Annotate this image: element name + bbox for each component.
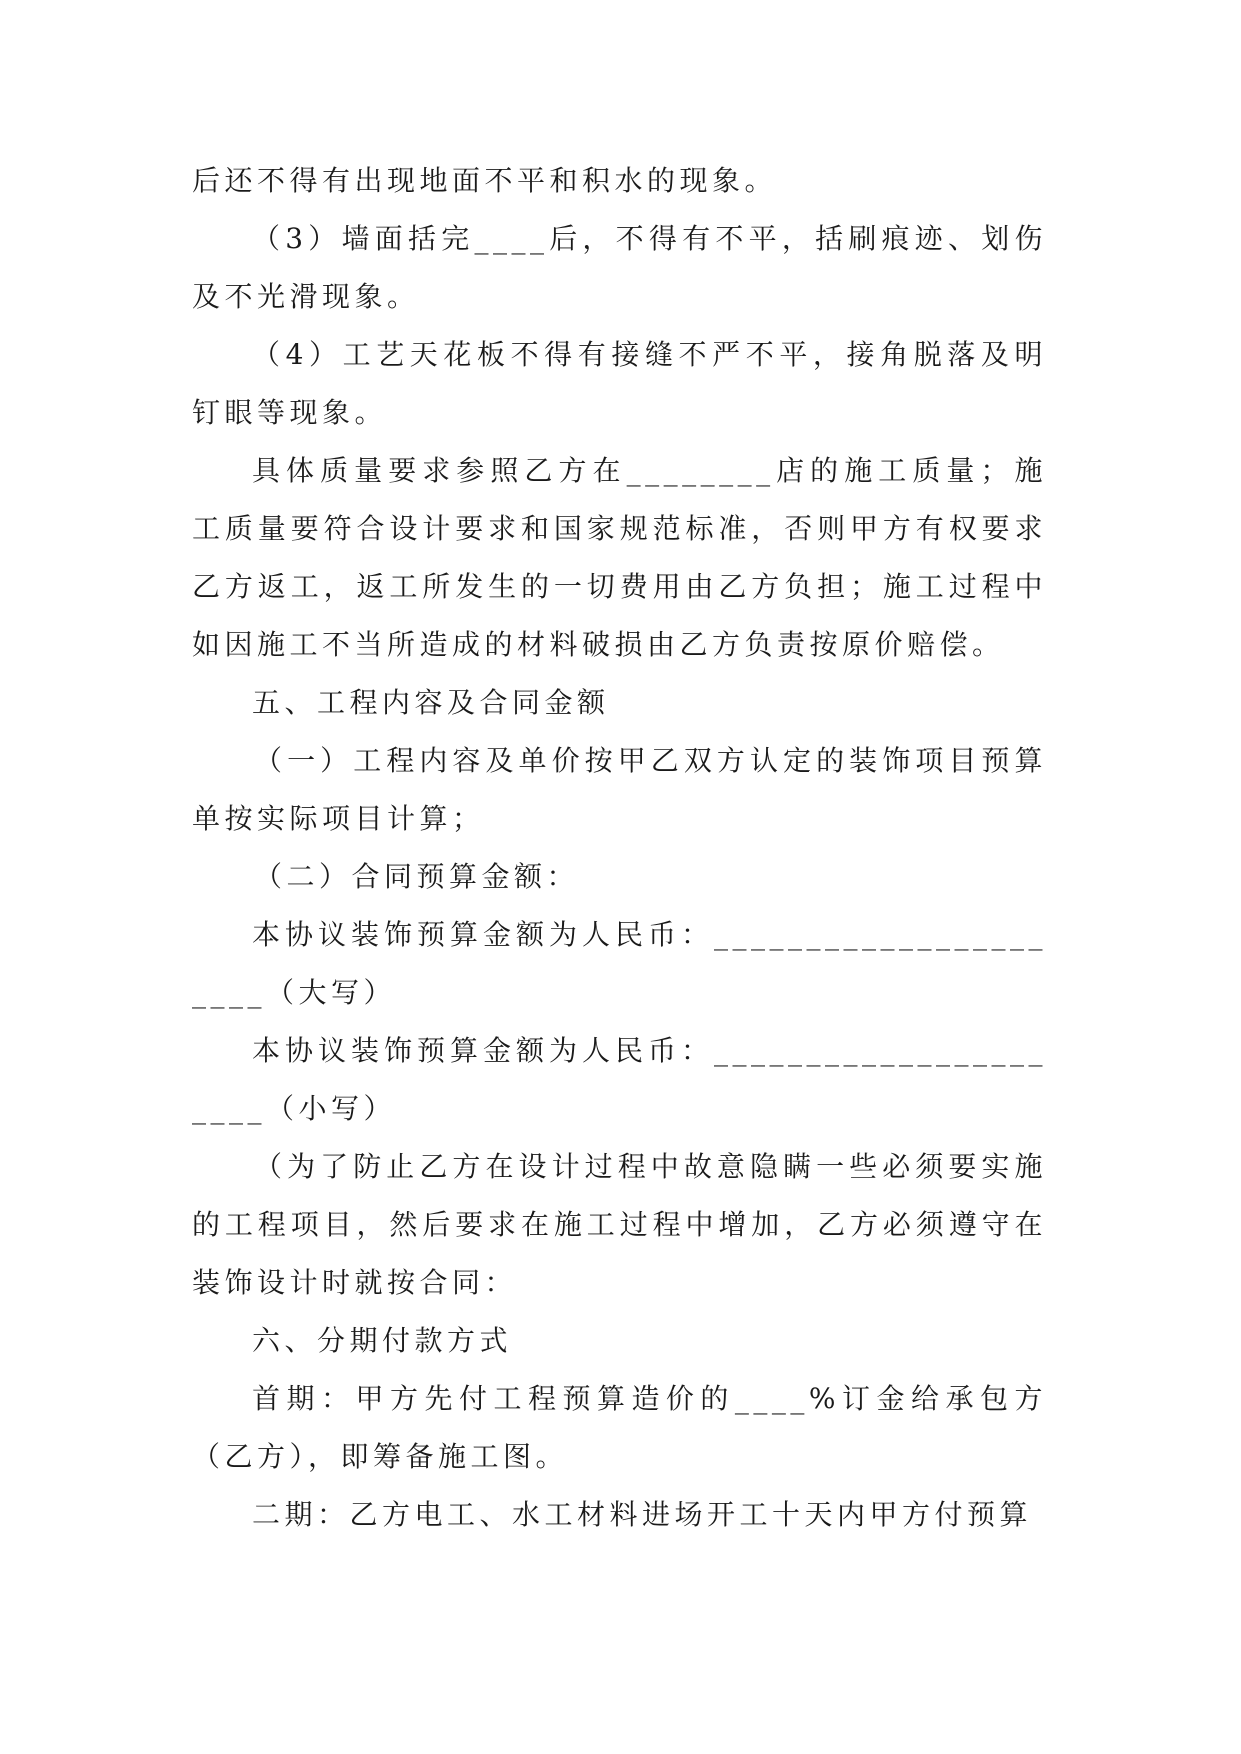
- paragraph-amount-uppercase: 本协议装饰预算金额为人民币：______________________（大写）: [192, 918, 1047, 1009]
- paragraph-quality-requirements: 具体质量要求参照乙方在________店的施工质量；施工质量要符合设计要求和国家规范标准，否则甲方有权要求乙方返工，返工所发生的一切费用由乙方负担；施工过程中如因施工不当所造成的材料破损由乙方负责按原价赔偿。: [192, 454, 1047, 661]
- paragraph-amount-lowercase: 本协议装饰预算金额为人民币：______________________（小写）: [192, 1034, 1047, 1125]
- paragraph-first-payment: 首期：甲方先付工程预算造价的____%订金给承包方（乙方），即筹备施工图。: [192, 1382, 1047, 1473]
- paragraph-wall-plaster: （3）墙面括完____后，不得有不平，括刷痕迹、划伤及不光滑现象。: [192, 222, 1047, 313]
- paragraph-item-two: （二）合同预算金额：: [254, 860, 580, 893]
- document-body: [192, 152, 1047, 1544]
- paragraph-ceiling: （4）工艺天花板不得有接缝不严不平，接角脱落及明钉眼等现象。: [192, 338, 1047, 429]
- section-heading-six: 六、分期付款方式: [252, 1324, 513, 1357]
- paragraph-second-payment: 二期：乙方电工、水工材料进场开工十天内甲方付预算: [252, 1498, 1033, 1531]
- paragraph-item-one: （一）工程内容及单价按甲乙双方认定的装饰项目预算单按实际项目计算；: [192, 744, 1047, 835]
- section-heading-five: 五、工程内容及合同金额: [252, 686, 610, 719]
- paragraph-note: （为了防止乙方在设计过程中故意隐瞒一些必须要实施的工程项目，然后要求在施工过程中增加，乙方必须遵守在装饰设计时就按合同：: [192, 1150, 1047, 1299]
- paragraph-floor-continuation: 后还不得有出现地面不平和积水的现象。: [192, 164, 778, 197]
